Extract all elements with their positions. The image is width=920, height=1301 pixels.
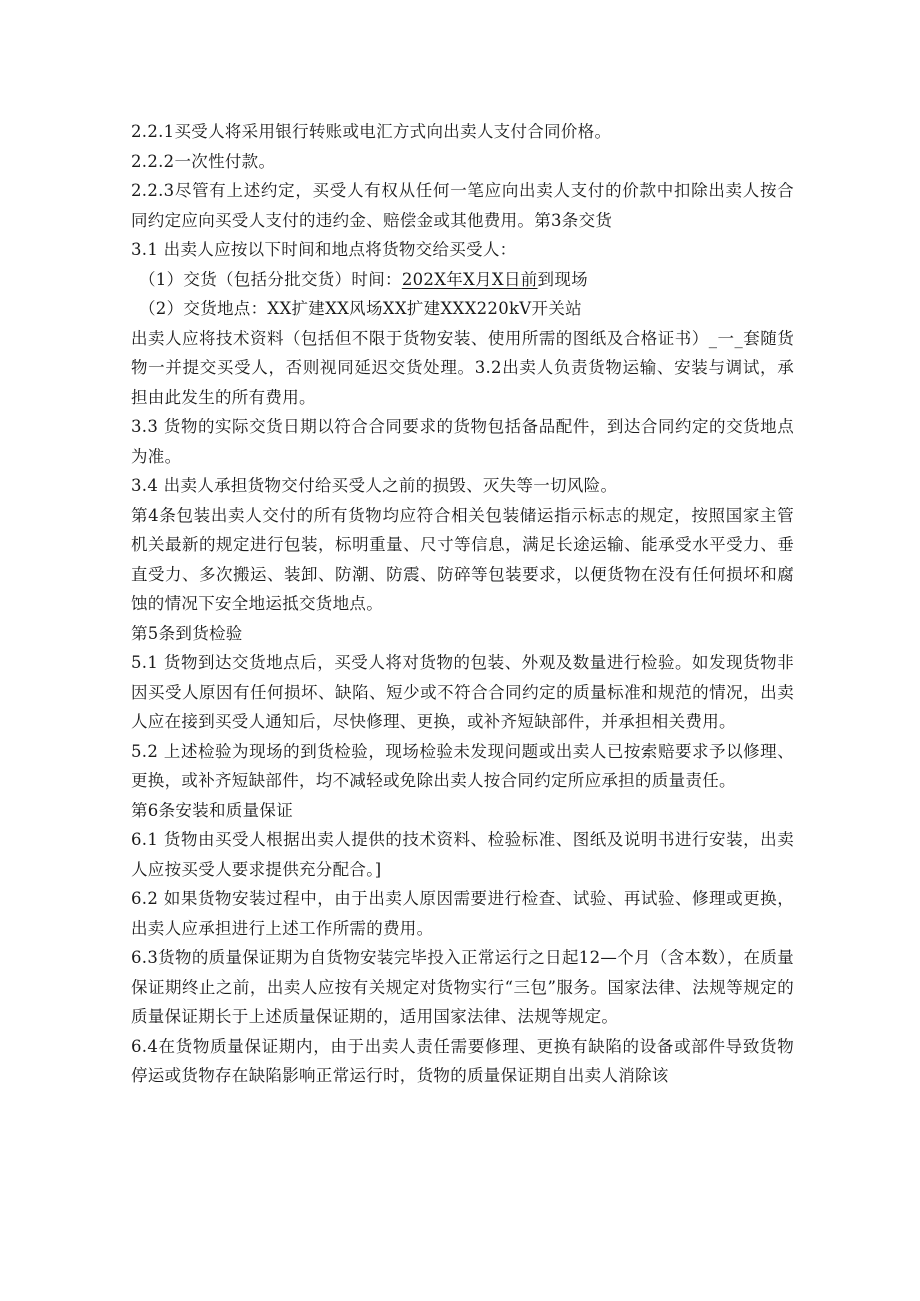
clause-5-1: 5.1 货物到达交货地点后，买受人将对货物的包装、外观及数量进行检验。如发现货物非因买受人原因有任何损坏、缺陷、短少或不符合合同约定的质量标准和规范的情况，出卖人应在接到买受人通知后，尽快修理、更换，或补齐短缺部件，并承担相关费用。 (131, 653, 794, 731)
delivery-date: 202X年X月X日前 (401, 269, 538, 289)
clause-3-1-item-1 (131, 265, 794, 295)
clause-3-4: 3.4 出卖人承担货物交付给买受人之前的损毁、灭失等一切风险。 (131, 476, 618, 495)
clause-5-2: 5.2 上述检验为现场的到货检验，现场检验未发现问题或出卖人已按索赔要求予以修理、更换，或补齐短缺部件，均不减轻或免除出卖人按合同约定所应承担的质量责任。 (131, 741, 794, 790)
article-4-packaging: 第4条包装出卖人交付的所有货物均应符合相关包装储运指示标志的规定，按照国家主管机关最新的规定进行包装，标明重量、尺寸等信息，满足长途运输、能承受水平受力、垂直受力、多次搬运、装卸、防潮、防震、防碎等包装要求，以便货物在没有任何损坏和腐蚀的情况下安全地运抵交货地点。 (131, 505, 794, 613)
clause-6-1: 6.1 货物由买受人根据出卖人提供的技术资料、检验标准、图纸及说明书进行安装，出卖人应按买受人要求提供充分配合。] (131, 830, 794, 879)
clause-3-3: 3.3 货物的实际交货日期以符合合同要求的货物包括备品配件，到达合同约定的交货地点为准。 (131, 417, 794, 466)
clause-2-2-2: 2.2.2一次性付款。 (131, 151, 276, 171)
clause-3-1-item-2: （2）交货地点：XX扩建XX风场XX扩建XXX220kV开关站 (139, 299, 582, 318)
clause-6-2: 6.2 如果货物安装过程中，由于出卖人原因需要进行检查、试验、再试验、修理或更换，出卖人应承担进行上述工作所需的费用。 (131, 889, 794, 938)
article-5-heading: 第5条到货检验 (131, 623, 243, 643)
technical-documents-clause: 出卖人应将技术资料（包括但不限于货物安装、使用所需的图纸及合格证书）_一_套随货物一并提交买受人，否则视同延迟交货处理。3.2出卖人负责货物运输、安装与调试，承担由此发生的所有费用。 (131, 328, 794, 407)
clause-2-2-1: 2.2.1买受人将采用银行转账或电汇方式向出卖人支付合同价格。 (131, 122, 612, 141)
delivery-time-suffix: 到现场 (537, 269, 588, 289)
clause-6-3: 6.3货物的质量保证期为自货物安装完毕投入正常运行之日起12—个月（含本数），在质量保证期终止之前，出卖人应按有关规定对货物实行“三包”服务。国家法律、法规等规定的质量保证期长于上述质量保证期的，适用国家法律、法规等规定。 (131, 948, 794, 1026)
contract-body (131, 117, 794, 1091)
clause-3-1: 3.1 出卖人应按以下时间和地点将货物交给买受人： (131, 240, 517, 259)
clause-2-2-3: 2.2.3尽管有上述约定，买受人有权从任何一笔应向出卖人支付的价款中扣除出卖人按合同约定应向买受人支付的违约金、赔偿金或其他费用。第3条交货 (131, 181, 794, 230)
delivery-time-label: （1）交货（包括分批交货）时间： (139, 269, 402, 289)
article-6-heading: 第6条安装和质量保证 (131, 800, 293, 820)
clause-6-4: 6.4在货物质量保证期内，由于出卖人责任需要修理、更换有缺陷的设备或部件导致货物停运或货物存在缺陷影响正常运行时，货物的质量保证期自出卖人消除该 (131, 1036, 794, 1085)
